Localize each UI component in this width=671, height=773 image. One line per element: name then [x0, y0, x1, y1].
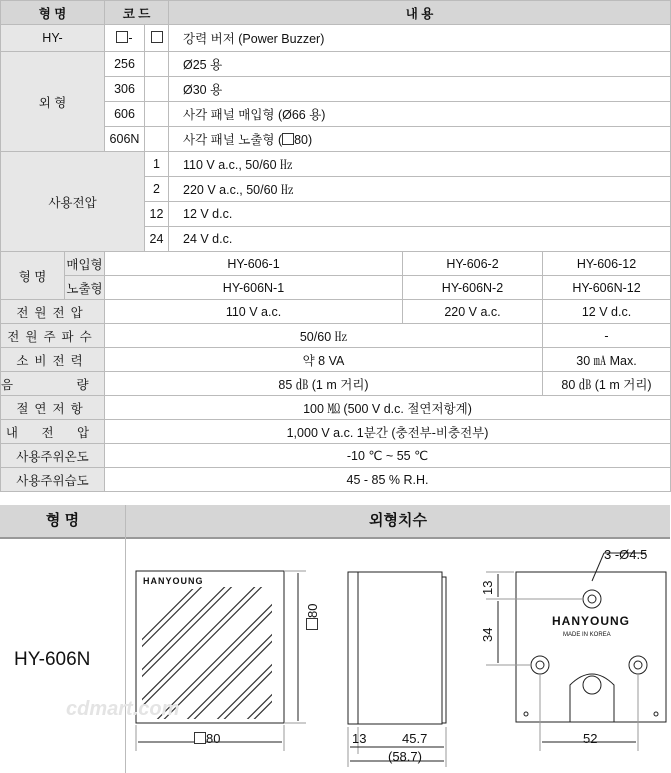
- power-dc: 30 ㎃ Max.: [543, 348, 671, 372]
- voltage-code: 2: [145, 177, 169, 202]
- temp-row: [1, 444, 671, 468]
- supply-voltage-row: [1, 300, 671, 324]
- voltage-row: [1, 152, 671, 177]
- shape-label: 외 형: [1, 52, 105, 152]
- side-total-label: (58.7): [388, 749, 422, 764]
- voltage-desc: 24 V d.c.: [169, 227, 671, 252]
- volume-ac: 85 ㏈ (1 m 거리): [105, 372, 543, 396]
- power-ac: 약 8 VA: [105, 348, 543, 372]
- voltage-desc: 220 V a.c., 50/60 ㎐: [169, 177, 671, 202]
- frequency-label: 전원주파수: [1, 324, 105, 348]
- power-label: 소비전력: [1, 348, 105, 372]
- voltage-desc: 110 V a.c., 50/60 ㎐: [169, 152, 671, 177]
- voltage-code: 1: [145, 152, 169, 177]
- supply-voltage-value: 110 V a.c.: [105, 300, 403, 324]
- humidity-row: [1, 468, 671, 492]
- exposed-model: HY-606N-12: [543, 276, 671, 300]
- back-view: [486, 553, 666, 751]
- shape-code: 606N: [105, 127, 145, 152]
- model-exposed-row: [1, 276, 671, 300]
- humidity-value: 45 - 85 % R.H.: [105, 468, 671, 492]
- voltage-label: 사용전압: [1, 152, 145, 252]
- voltage-code: 24: [145, 227, 169, 252]
- back-made-in: MADE IN KOREA: [563, 632, 611, 638]
- power-row: [1, 348, 671, 372]
- withstand-row: [1, 420, 671, 444]
- prefix-desc: 강력 버저 (Power Buzzer): [169, 25, 671, 52]
- code-box-icon: [116, 31, 128, 43]
- insulation-label: 절연저항: [1, 396, 105, 420]
- front-width-label: 80: [194, 731, 220, 746]
- prefix-code-box: -: [105, 25, 145, 52]
- exposed-model: HY-606N-1: [105, 276, 403, 300]
- supply-voltage-label: 전원전압: [1, 300, 105, 324]
- side-b-label: 45.7: [402, 731, 428, 746]
- watermark: cdmart.com: [66, 698, 180, 720]
- withstand-value: 1,000 V a.c. 1분간 (충전부-비충전부): [105, 420, 671, 444]
- prefix-label: HY-: [1, 25, 105, 52]
- embed-label: 매입형: [65, 252, 105, 276]
- exposed-model: HY-606N-2: [403, 276, 543, 300]
- model-embed-row: [1, 252, 671, 276]
- back-34-label: 34: [480, 627, 495, 642]
- humidity-label: 사용주위습도: [1, 468, 105, 492]
- code-box-icon: [151, 31, 163, 43]
- temp-label: 사용주위온도: [1, 444, 105, 468]
- embed-model: HY-606-12: [543, 252, 671, 276]
- shape-code: 606: [105, 102, 145, 127]
- front-height-label: 80: [305, 604, 320, 630]
- exposed-label: 노출형: [65, 276, 105, 300]
- back-52-label: 52: [583, 731, 598, 746]
- square-icon: [306, 618, 318, 630]
- voltage-code: 12: [145, 202, 169, 227]
- shape-code: 306: [105, 77, 145, 102]
- square-icon: [282, 133, 294, 145]
- back-brand: HANYOUNG: [552, 614, 631, 628]
- prefix-code-box-2: [145, 25, 169, 52]
- shape-desc: 사각 패널 노출형 ( 80): [169, 127, 671, 152]
- front-view: [136, 569, 306, 751]
- volume-dc: 80 ㏈ (1 m 거리): [543, 372, 671, 396]
- temp-value: -10 ℃ ~ 55 ℃: [105, 444, 671, 468]
- spec-model-label: 형 명: [1, 252, 65, 300]
- shape-desc: Ø25 용: [169, 52, 671, 77]
- header-code: 코 드: [105, 1, 169, 25]
- dim-model-header: 형 명: [0, 505, 125, 539]
- front-brand: HANYOUNG: [143, 576, 204, 586]
- frequency-dc: -: [543, 324, 671, 348]
- supply-voltage-value: 12 V d.c.: [543, 300, 671, 324]
- frequency-row: [1, 324, 671, 348]
- order-header-row: [1, 1, 671, 25]
- square-icon: [194, 732, 206, 744]
- back-hole-label: 3 -Ø4.5: [604, 547, 648, 562]
- dim-header: 외형치수: [126, 505, 670, 539]
- shape-row: [1, 52, 671, 77]
- prefix-row: [1, 25, 671, 52]
- dim-model-name: HY-606N: [14, 649, 91, 670]
- header-model: 형 명: [1, 1, 105, 25]
- back-13-label: 13: [480, 580, 495, 595]
- voltage-desc: 12 V d.c.: [169, 202, 671, 227]
- shape-code: 256: [105, 52, 145, 77]
- side-a-label: 13: [352, 731, 367, 746]
- embed-model: HY-606-1: [105, 252, 403, 276]
- supply-voltage-value: 220 V a.c.: [403, 300, 543, 324]
- header-content: 내 용: [169, 1, 671, 25]
- shape-desc: 사각 패널 매입형 (Ø66 용): [169, 102, 671, 127]
- withstand-label: 내 전 압: [1, 420, 105, 444]
- shape-desc: Ø30 용: [169, 77, 671, 102]
- volume-row: [1, 372, 671, 396]
- insulation-row: [1, 396, 671, 420]
- frequency-ac: 50/60 ㎐: [105, 324, 543, 348]
- volume-label: 음 량: [1, 372, 105, 396]
- insulation-value: 100 ㏁ (500 V d.c. 절연저항계): [105, 396, 671, 420]
- embed-model: HY-606-2: [403, 252, 543, 276]
- dimension-section: [0, 505, 670, 773]
